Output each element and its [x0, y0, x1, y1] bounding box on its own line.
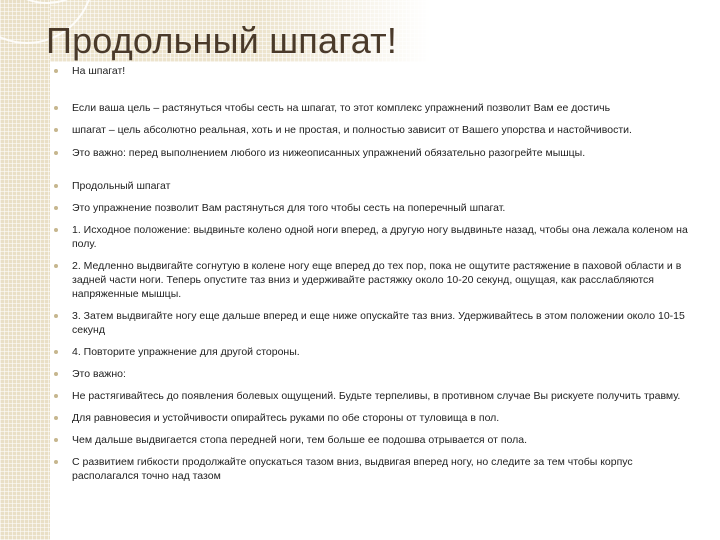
- list-item: [52, 201, 692, 215]
- bullet-dot-icon: [54, 128, 58, 132]
- list-item-text: 4. Повторите упражнение для другой стороны.: [72, 346, 300, 358]
- list-item-text: Это важно:: [72, 368, 126, 380]
- list-item: [52, 367, 692, 381]
- bullet-dot-icon: [54, 416, 58, 420]
- list-item: [52, 64, 692, 78]
- list-item: [52, 123, 692, 137]
- bullet-list: [52, 64, 692, 483]
- bullet-dot-icon: [54, 228, 58, 232]
- list-item: [52, 146, 692, 160]
- bullet-dot-icon: [54, 264, 58, 268]
- list-item-text: Это важно: перед выполнением любого из нижеописанных упражнений обязательно разогрейте мышцы.: [72, 147, 586, 159]
- list-item-text: Если ваша цель – растянуться чтобы сесть на шпагат, то этот комплекс упражнений позволит Вам ее достичь: [72, 102, 611, 114]
- list-item-text: 1. Исходное положение: выдвиньте колено одной ноги вперед, а другую ногу выдвиньте назад, чтобы она лежала коленом на полу.: [72, 224, 688, 250]
- list-item: [52, 345, 692, 359]
- bullet-dot-icon: [54, 69, 58, 73]
- decorative-side-band: [0, 0, 50, 540]
- list-item: [52, 309, 692, 337]
- list-item-text: Не растягивайтесь до появления болевых ощущений. Будьте терпеливы, в противном случае Вы рискуете получить травму.: [72, 390, 681, 402]
- bullet-dot-icon: [54, 350, 58, 354]
- bullet-dot-icon: [54, 106, 58, 110]
- list-item: [52, 179, 692, 193]
- list-item: [52, 433, 692, 447]
- list-item-text: шпагат – цель абсолютно реальная, хоть и не простая, и полностью зависит от Вашего упорства и настойчивости.: [72, 124, 632, 136]
- list-item: [52, 455, 692, 483]
- bullet-dot-icon: [54, 206, 58, 210]
- list-item-text: Для равновесия и устойчивости опирайтесь руками по обе стороны от туловища в пол.: [72, 412, 500, 424]
- bullet-dot-icon: [54, 314, 58, 318]
- bullet-dot-icon: [54, 372, 58, 376]
- bullet-dot-icon: [54, 460, 58, 464]
- bullet-dot-icon: [54, 151, 58, 155]
- list-item-text: На шпагат!: [72, 65, 126, 77]
- list-item: [52, 259, 692, 301]
- list-item: [52, 411, 692, 425]
- list-item-text: С развитием гибкости продолжайте опускаться тазом вниз, выдвигая вперед ногу, но следите за тем чтобы корпус располагался точно над тазом: [72, 456, 633, 482]
- list-item: [52, 389, 692, 403]
- list-item-text: 3. Затем выдвигайте ногу еще дальше вперед и еще ниже опускайте таз вниз. Удерживайтесь в этом положении около 10-15 секунд: [72, 310, 685, 336]
- bullet-dot-icon: [54, 438, 58, 442]
- page-title: Продольный шпагат!: [46, 20, 398, 61]
- bullet-dot-icon: [54, 184, 58, 188]
- bullet-dot-icon: [54, 394, 58, 398]
- list-item-text: Продольный шпагат: [72, 180, 171, 192]
- list-item-text: Это упражнение позволит Вам растянуться для того чтобы сесть на поперечный шпагат.: [72, 202, 506, 214]
- list-item-text: 2. Медленно выдвигайте согнутую в колене ногу еще вперед до тех пор, пока не ощутите растяжение в паховой области и в задней части ноги. Теперь опустите таз вниз и удерживайте растяжку около 10-20 секунд, ощущая, как расслабляются напряженные мышцы.: [72, 260, 682, 300]
- list-item-text: Чем дальше выдвигается стопа передней ноги, тем больше ее подошва отрывается от пола.: [72, 434, 528, 446]
- list-item: [52, 101, 692, 115]
- list-item: [52, 223, 692, 251]
